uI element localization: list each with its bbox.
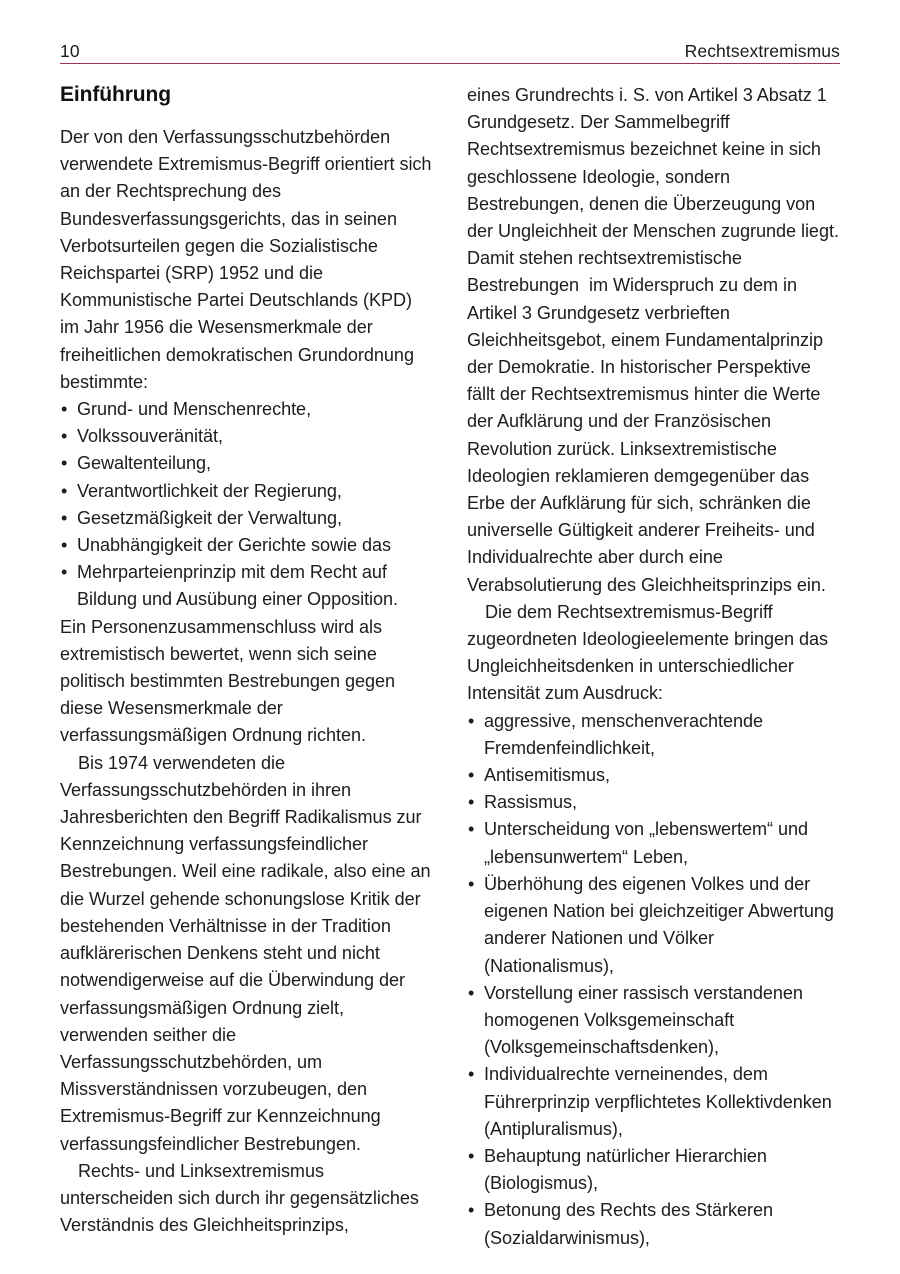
- list-item-label: Überhöhung des eigenen Volkes und der eigenen Nation bei gleichzeitiger Abwertung anderer Nationen und Völker (Nationalismus),: [484, 873, 839, 976]
- page-title: Einführung: [60, 83, 171, 106]
- paragraph-bis-1974: Bis 1974 verwendeten die Verfassungsschutzbehörden in ihren Jahresberichten den Begriff Radikalismus zur Kennzeichnung verfassungsfeindlicher Bestrebungen. Weil eine radikale, also eine an die Wurzel gehende schonungslose Kritik der bestehenden Verhältnisse in der Tradition aufklärerischen Denkens steht und nicht notwendigerweise auf die Überwindung der verfassungsmäßigen Ordnung zielt, verwenden seither die Verfassungsschutzbehörden, um Missverständnissen vorzubeugen, den Extremismus-Begriff zur Kennzeichnung verfassungsfeindlicher Bestrebungen.: [60, 752, 436, 1154]
- list-item-label: Gewaltenteilung,: [77, 453, 211, 474]
- list-item: [467, 980, 839, 1062]
- bullet-icon: •: [468, 819, 475, 840]
- list-item: [60, 559, 432, 613]
- bullet-icon: •: [61, 480, 68, 501]
- ideology-elements-list: [467, 708, 839, 1252]
- list-item: [60, 532, 432, 559]
- bullet-icon: •: [61, 507, 68, 528]
- list-item: [60, 423, 432, 450]
- list-item: [467, 1143, 839, 1197]
- list-item-label: Individualrechte verneinendes, dem Führerprinzip verpflichtetes Kollektivdenken (Antipluralismus),: [484, 1064, 837, 1139]
- bullet-icon: •: [468, 1145, 475, 1166]
- list-item: [467, 1197, 839, 1251]
- bullet-icon: •: [468, 873, 475, 894]
- list-item: [60, 505, 432, 532]
- bullet-icon: •: [61, 535, 68, 556]
- list-item-label: Antisemitismus,: [484, 765, 610, 786]
- running-head: [60, 34, 840, 64]
- list-item-label: aggressive, menschenverachtende Fremdenfeindlichkeit,: [484, 710, 769, 758]
- right-column: [467, 82, 844, 1252]
- paragraph-personenzusammenschluss: Ein Personenzusammenschluss wird als extremistisch bewertet, wenn sich seine politisch bestimmten Bestrebungen gegen diese Wesensmerkmale der verfassungsmäßigen Ordnung richten.: [60, 616, 400, 746]
- bullet-icon: •: [61, 453, 68, 474]
- list-item-label: Betonung des Rechts des Stärkeren (Sozialdarwinismus),: [484, 1200, 779, 1248]
- left-column: [60, 82, 437, 1252]
- fdgo-criteria-list: [60, 396, 432, 614]
- bullet-icon: •: [468, 982, 475, 1003]
- list-item: [60, 450, 432, 477]
- two-column-body: [60, 82, 844, 1252]
- list-item: [60, 396, 432, 423]
- list-item: [467, 789, 839, 816]
- bullet-icon: •: [468, 1200, 475, 1221]
- list-item-label: Verantwortlichkeit der Regierung,: [77, 480, 342, 501]
- list-item-label: Unabhängigkeit der Gerichte sowie das: [77, 535, 391, 556]
- list-item: [467, 762, 839, 789]
- list-item: [467, 816, 839, 870]
- running-head-title: Rechtsextremismus: [684, 40, 840, 61]
- list-item: [467, 708, 839, 762]
- page-number: 10: [60, 40, 80, 61]
- bullet-icon: •: [468, 765, 475, 786]
- list-item-label: Grund- und Menschenrechte,: [77, 399, 312, 420]
- list-item-label: Unterscheidung von „lebenswertem“ und „lebensunwertem“ Leben,: [484, 819, 813, 867]
- paragraph-grundrecht: eines Grundrechts i. S. von Artikel 3 Absatz 1 Grundgesetz. Der Sammelbegriff Rechtsextremismus bezeichnet keine in sich geschlossene Ideologie, sondern Bestrebungen, denen die Überzeugung von der Ungleichheit der Menschen zugrunde liegt. Damit stehen rechtsextremistische Bestrebungen im Widerspruch zu dem in Artikel 3 Grundgesetz verbrieften Gleichheitsgebot, einem Fundamentalprinzip der Demokratie. In historischer Perspektive fällt der Rechtsextremismus hinter die Werte der Aufklärung und der Französischen Revolution zurück. Linksextremistische Ideologien reklamieren demgegenüber das Erbe der Aufklärung für sich, schränken die universelle Gültigkeit anderer Freiheits- und Individualrechte aber durch eine Verabsolutierung des Gleichheitsprinzips ein.: [467, 85, 844, 595]
- bullet-icon: •: [61, 399, 68, 420]
- bullet-icon: •: [468, 792, 475, 813]
- bullet-icon: •: [468, 1064, 475, 1085]
- list-item-label: Behauptung natürlicher Hierarchien (Biologismus),: [484, 1145, 772, 1194]
- list-item-label: Vorstellung einer rassisch verstandenen homogenen Volksgemeinschaft (Volksgemeinschaftsdenken),: [484, 982, 808, 1058]
- list-item: [60, 478, 432, 505]
- paragraph-ideologieelemente: Die dem Rechtsextremismus-Begriff zugeordneten Ideologieelemente bringen das Ungleichheitsdenken in unterschiedlicher Intensität zum Ausdruck:: [467, 601, 834, 704]
- list-item-label: Rassismus,: [484, 792, 577, 813]
- bullet-icon: •: [468, 710, 475, 731]
- list-item-label: Mehrparteienprinzip mit dem Recht auf Bildung und Ausübung einer Opposition.: [77, 562, 399, 610]
- paragraph-rechts-links: Rechts- und Linksextremismus unterscheiden sich durch ihr gegensätzliches Verständnis des Gleichheitsprinzips,: [60, 1160, 424, 1236]
- bullet-icon: •: [61, 562, 68, 583]
- bullet-icon: •: [61, 426, 68, 447]
- list-item: [467, 1061, 839, 1143]
- paragraph-intro: Der von den Verfassungsschutzbehörden verwendete Extremismus-Begriff orientiert sich an der Rechtsprechung des Bundesverfassungsgerichts, das in seinen Verbotsurteilen gegen die Sozialistische Reichspartei (SRP) 1952 und die Kommunistische Partei Deutschlands (KPD) im Jahr 1956 die Wesensmerkmale der freiheitlichen demokratischen Grundordnung bestimmte:: [60, 127, 437, 392]
- list-item-label: Gesetzmäßigkeit der Verwaltung,: [77, 507, 342, 528]
- list-item-label: Volkssouveränität,: [77, 426, 223, 447]
- list-item: [467, 871, 839, 980]
